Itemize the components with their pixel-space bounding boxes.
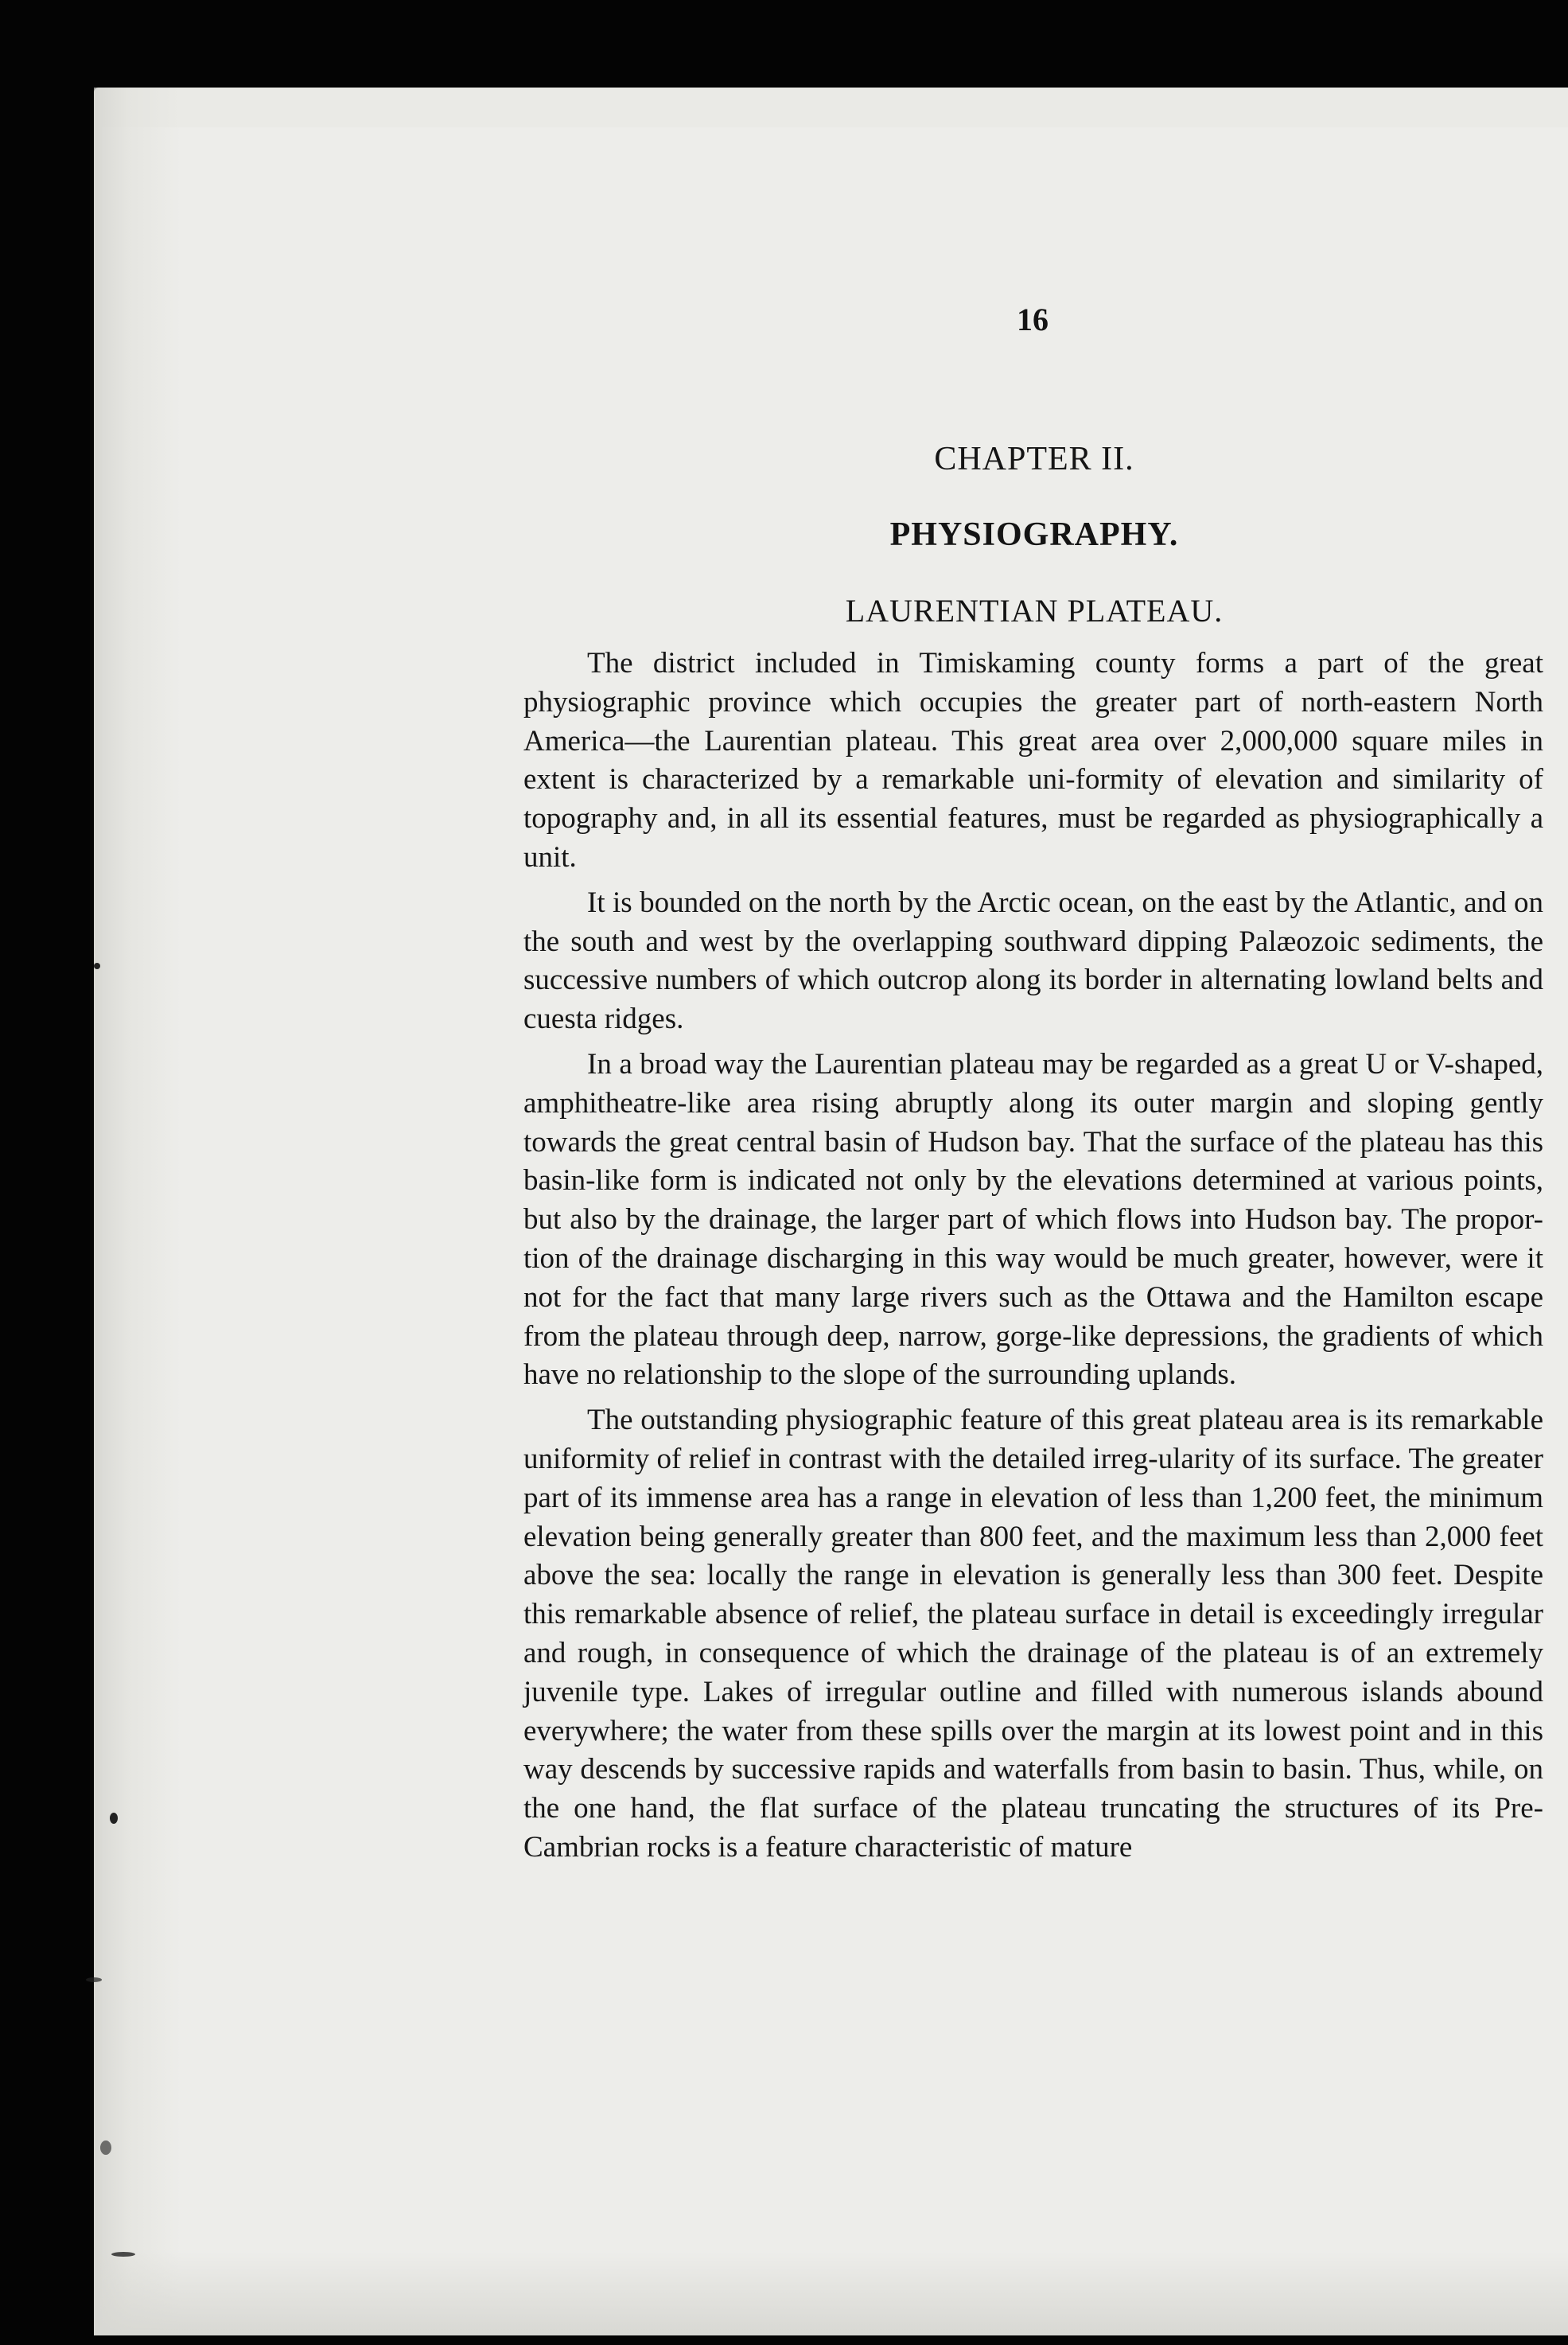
chapter-title: PHYSIOGRAPHY. <box>889 516 1179 553</box>
paragraph: It is bounded on the north by the Arctic ocean, on the east by the Atlantic, and on the south and west by the overlapping southward dipping Palæozoic sediments, the successive numbers of which outcrop along its border in alternating lowland belts and cuesta ridges. <box>523 886 1543 1036</box>
margin-speck <box>111 2252 135 2257</box>
paper-bottom-shadow <box>94 2252 1568 2335</box>
paragraph: In a broad way the Laurentian plateau may be regarded as a great U or V-shaped, amphitheatre-like area rising abruptly along its outer margin and sloping gently towards the great central basin of Hudson bay. That the surface of the plateau has this basin-like form is indicated not only by the elevations determined at various points, but also by the drainage, the larger part of which flows into Hudson bay. The propor-tion of the drainage discharging in this way would be much greater, however, were it not for the fact that many large rivers such as the Ottawa and the Hamilton escape from the plateau through deep, narrow, gorge-like depressions, the gradients of which have no relationship to the slope of the surrounding uplands. <box>523 1047 1543 1392</box>
margin-speck <box>86 1977 102 1982</box>
body-text <box>523 645 1543 1874</box>
margin-speck <box>100 2140 111 2155</box>
paragraph: The district included in Timiskaming county forms a part of the great physiographic province which occupies the greater part of north-eastern North America—the Laurentian plateau. This great area over 2,000,000 square miles in extent is characterized by a remarkable uni-formity of elevation and similarity of topography and, in all its essential features, must be regarded as physiographically a unit. <box>523 647 1543 874</box>
margin-speck <box>94 963 100 969</box>
paper-edge-shadow <box>94 88 181 2335</box>
paragraph: The outstanding physiographic feature of this great plateau area is its remarkable uniformity of relief in contrast with the detailed irreg-ularity of its surface. The greater part of its immense area has a range in elevation of less than 1,200 feet, the minimum elevation being generally greater than 800 feet, and the maximum less than 2,000 feet above the sea: locally the range in elevation is generally less than 300 feet. Despite this remarkable absence of relief, the plateau surface in detail is exceedingly irregular and rough, in consequence of which the drainage of the plateau is of an extremely juvenile type. Lakes of irregular outline and filled with numerous islands abound everywhere; the water from these spills over the margin at its lowest point and in this way descends by successive rapids and waterfalls from basin to basin. Thus, while, on the one hand, the flat surface of the plateau truncating the structures of its Pre-Cambrian rocks is a feature characteristic of mature <box>523 1404 1543 1864</box>
section-heading: LAURENTIAN PLATEAU. <box>845 593 1224 629</box>
chapter-heading: CHAPTER II. <box>934 441 1134 477</box>
margin-speck <box>110 1813 118 1824</box>
page-number: 16 <box>1017 302 1049 337</box>
